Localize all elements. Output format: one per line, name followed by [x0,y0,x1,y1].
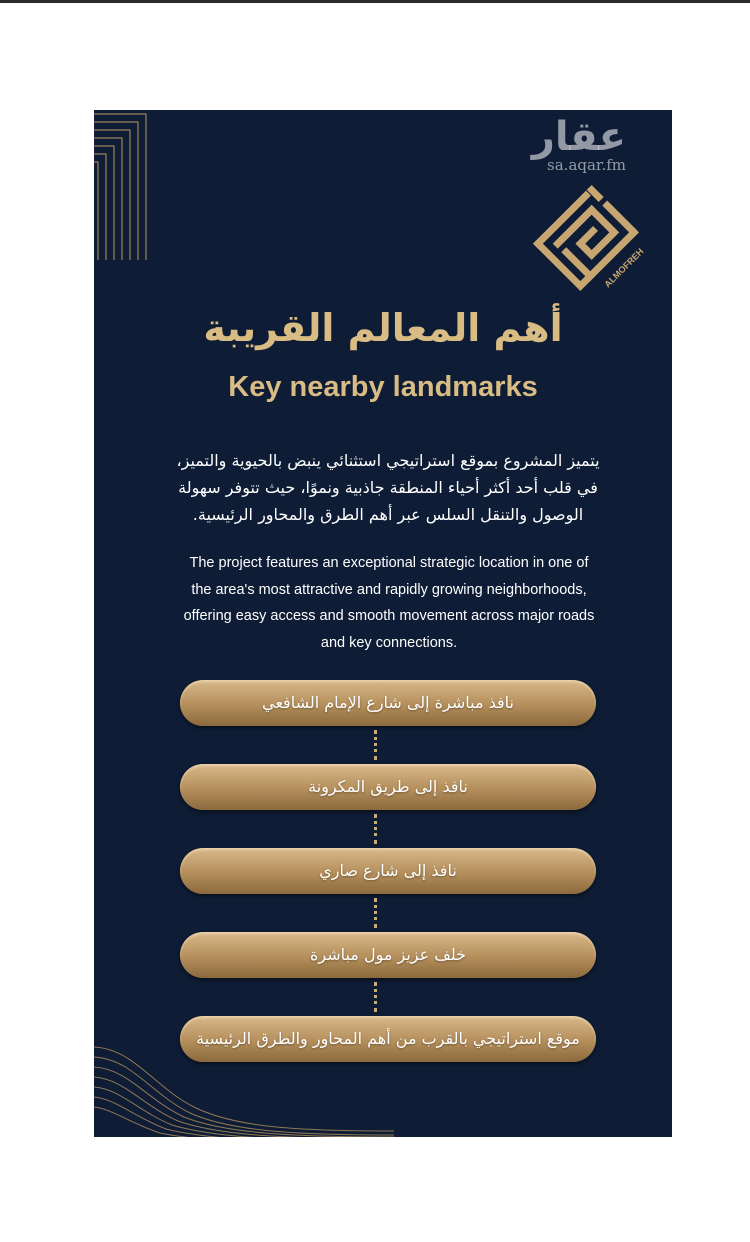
description-english [154,550,624,656]
title-english: Key nearby landmarks [228,371,538,403]
top-divider [0,0,750,3]
landmark-item-3: نافذ إلى شارع صاري [180,848,596,894]
landmark-item-4: خلف عزيز مول مباشرة [180,932,596,978]
description-arabic-line: في قلب أحد أكثر أحياء المنطقة جاذبية ونموًا، حيث تتوفر سهولة [178,478,598,497]
description-english-line: the area's most attractive and rapidly growing neighborhoods, [191,581,587,598]
landmark-item-1: نافذ مباشرة إلى شارع الإمام الشافعي [180,680,596,726]
description-arabic-line: الوصول والتنقل السلس عبر أهم الطرق والمحاور الرئيسية. [192,505,584,524]
landmarks-poster [94,110,672,1137]
landmark-item-2: نافذ إلى طريق المكرونة [180,764,596,810]
description-english-line: The project features an exceptional strategic location in one of [189,555,589,571]
dotted-connector [374,982,377,1012]
description-english-line: offering easy access and smooth movement across major roads [183,608,595,624]
description-english-line: and key connections. [320,634,458,651]
watermark-arabic: عقار [531,114,626,160]
watermark-url: sa.aqar.fm [547,156,626,174]
almofreh-logo [522,184,652,294]
landmark-item-5: موقع استراتيجي بالقرب من أهم المحاور والطرق الرئيسية [180,1016,596,1062]
dotted-connector [374,898,377,928]
title-arabic: أهم المعالم القريبة [203,306,563,350]
decorative-lines-top [94,110,154,260]
logo-text: ALMOFREH [602,246,646,290]
dotted-connector [374,730,377,760]
description-arabic-line: يتميز المشروع بموقع استراتيجي استثنائي ينبض بالحيوية والتميز، [176,451,600,470]
description-arabic [160,447,616,528]
aqar-watermark [532,114,626,174]
dotted-connector [374,814,377,844]
